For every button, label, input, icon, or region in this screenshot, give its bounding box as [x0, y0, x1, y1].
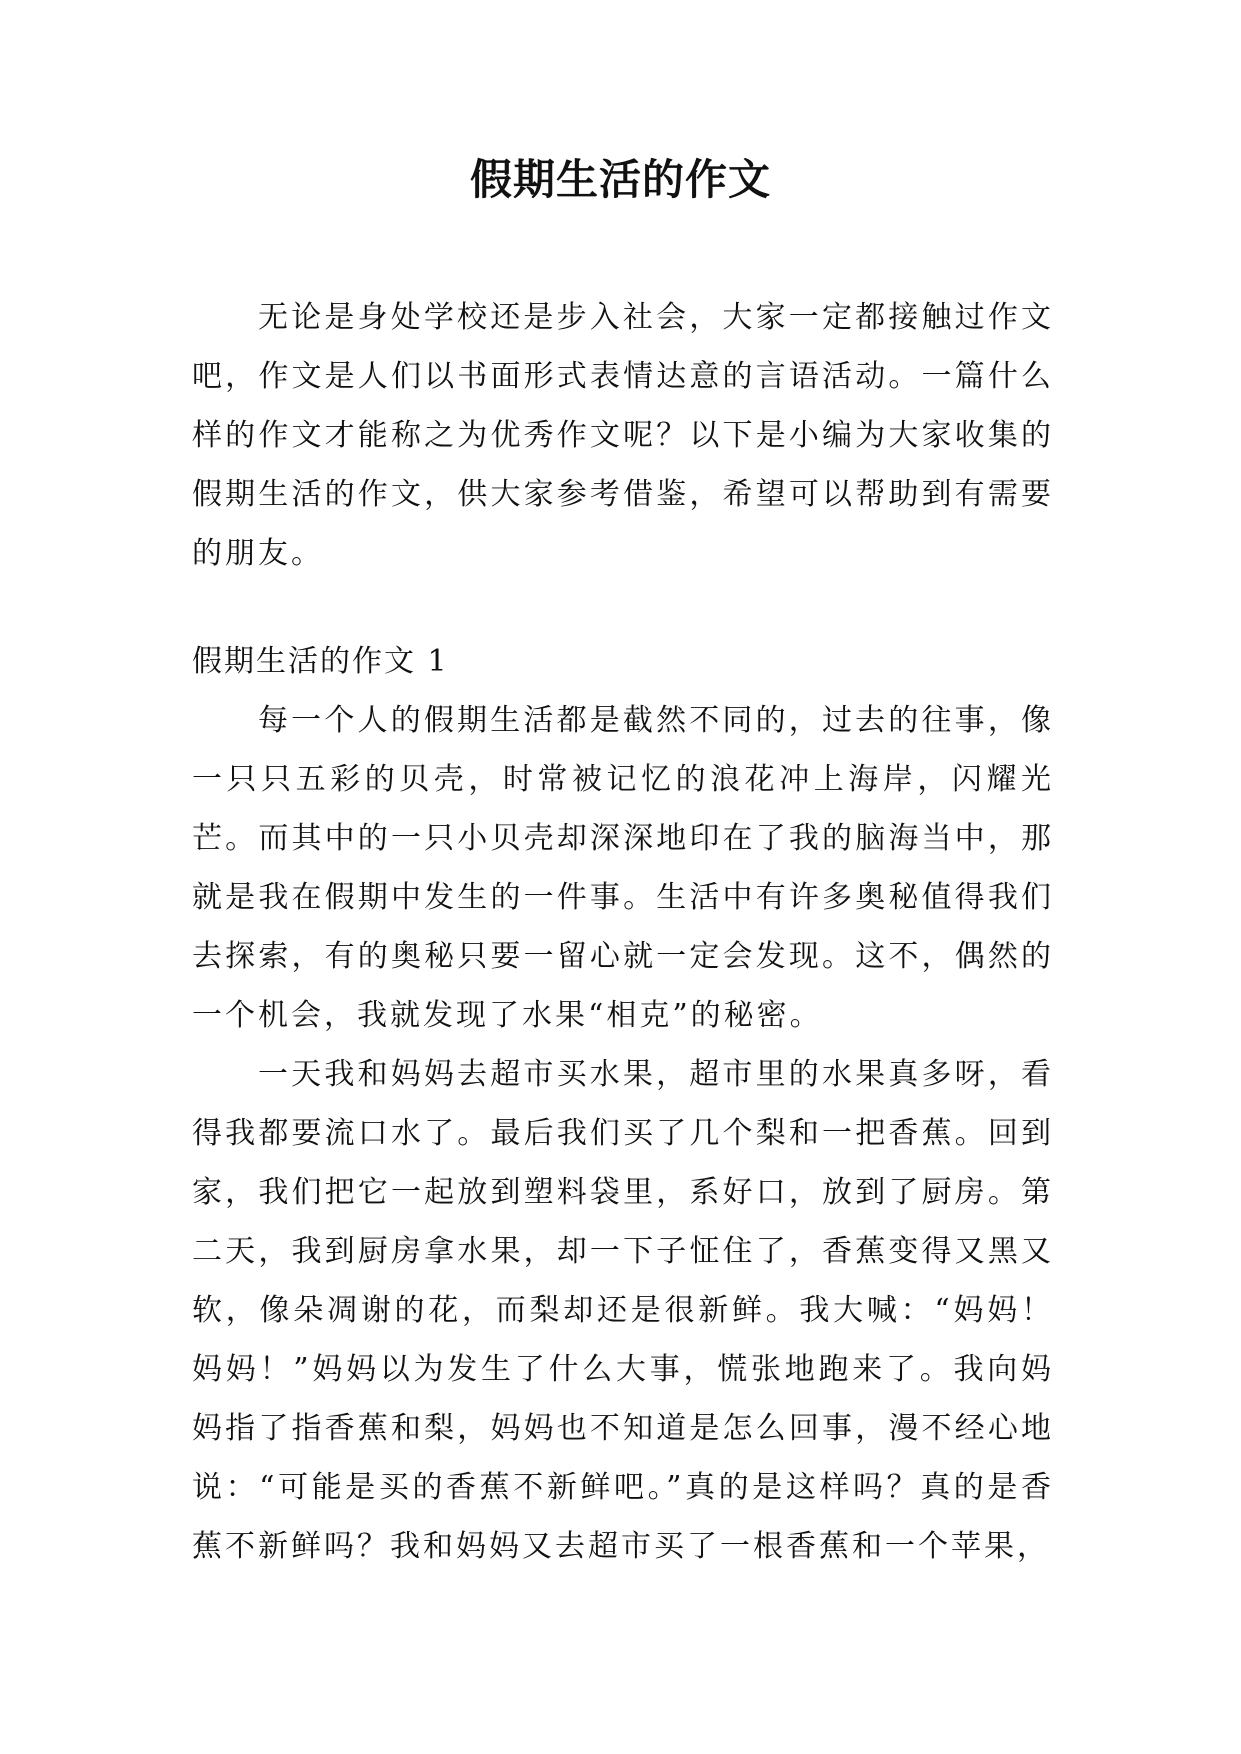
- document-title: 假期生活的作文: [469, 155, 771, 204]
- essay-section: [192, 633, 1054, 1576]
- essay-paragraph: 每一个人的假期生活都是截然不同的，过去的往事，像一只只五彩的贝壳，时常被记忆的浪花冲上海岸，闪耀光芒。而其中的一只小贝壳却深深地印在了我的脑海当中，那就是我在假期中发生的一件事。生活中有许多奥秘值得我们去探索，有的奥秘只要一留心就一定会发现。这不，偶然的一个机会，我就发现了水果“相克”的秘密。: [192, 703, 1054, 1033]
- intro-paragraph: 无论是身处学校还是步入社会，大家一定都接触过作文吧，作文是人们以书面形式表情达意的言语活动。一篇什么样的作文才能称之为优秀作文呢？以下是小编为大家收集的假期生活的作文，供大家参考借鉴，希望可以帮助到有需要的朋友。: [192, 300, 1054, 571]
- intro-section: [192, 288, 1054, 583]
- essay-paragraph: 一天我和妈妈去超市买水果，超市里的水果真多呀，看得我都要流口水了。最后我们买了几个梨和一把香蕉。回到家，我们把它一起放到塑料袋里，系好口，放到了厨房。第二天，我到厨房拿水果，却一下子怔住了，香蕉变得又黑又软，像朵凋谢的花，而梨却还是很新鲜。我大喊：“妈妈！妈妈！”妈妈以为发生了什么大事，慌张地跑来了。我向妈妈指了指香蕉和梨，妈妈也不知道是怎么回事，漫不经心地说：“可能是买的香蕉不新鲜吧。”真的是这样吗？真的是香蕉不新鲜吗？我和妈妈又去超市买了一根香蕉和一个苹果，: [192, 1057, 1054, 1564]
- section-heading: 假期生活的作文 1: [192, 644, 449, 679]
